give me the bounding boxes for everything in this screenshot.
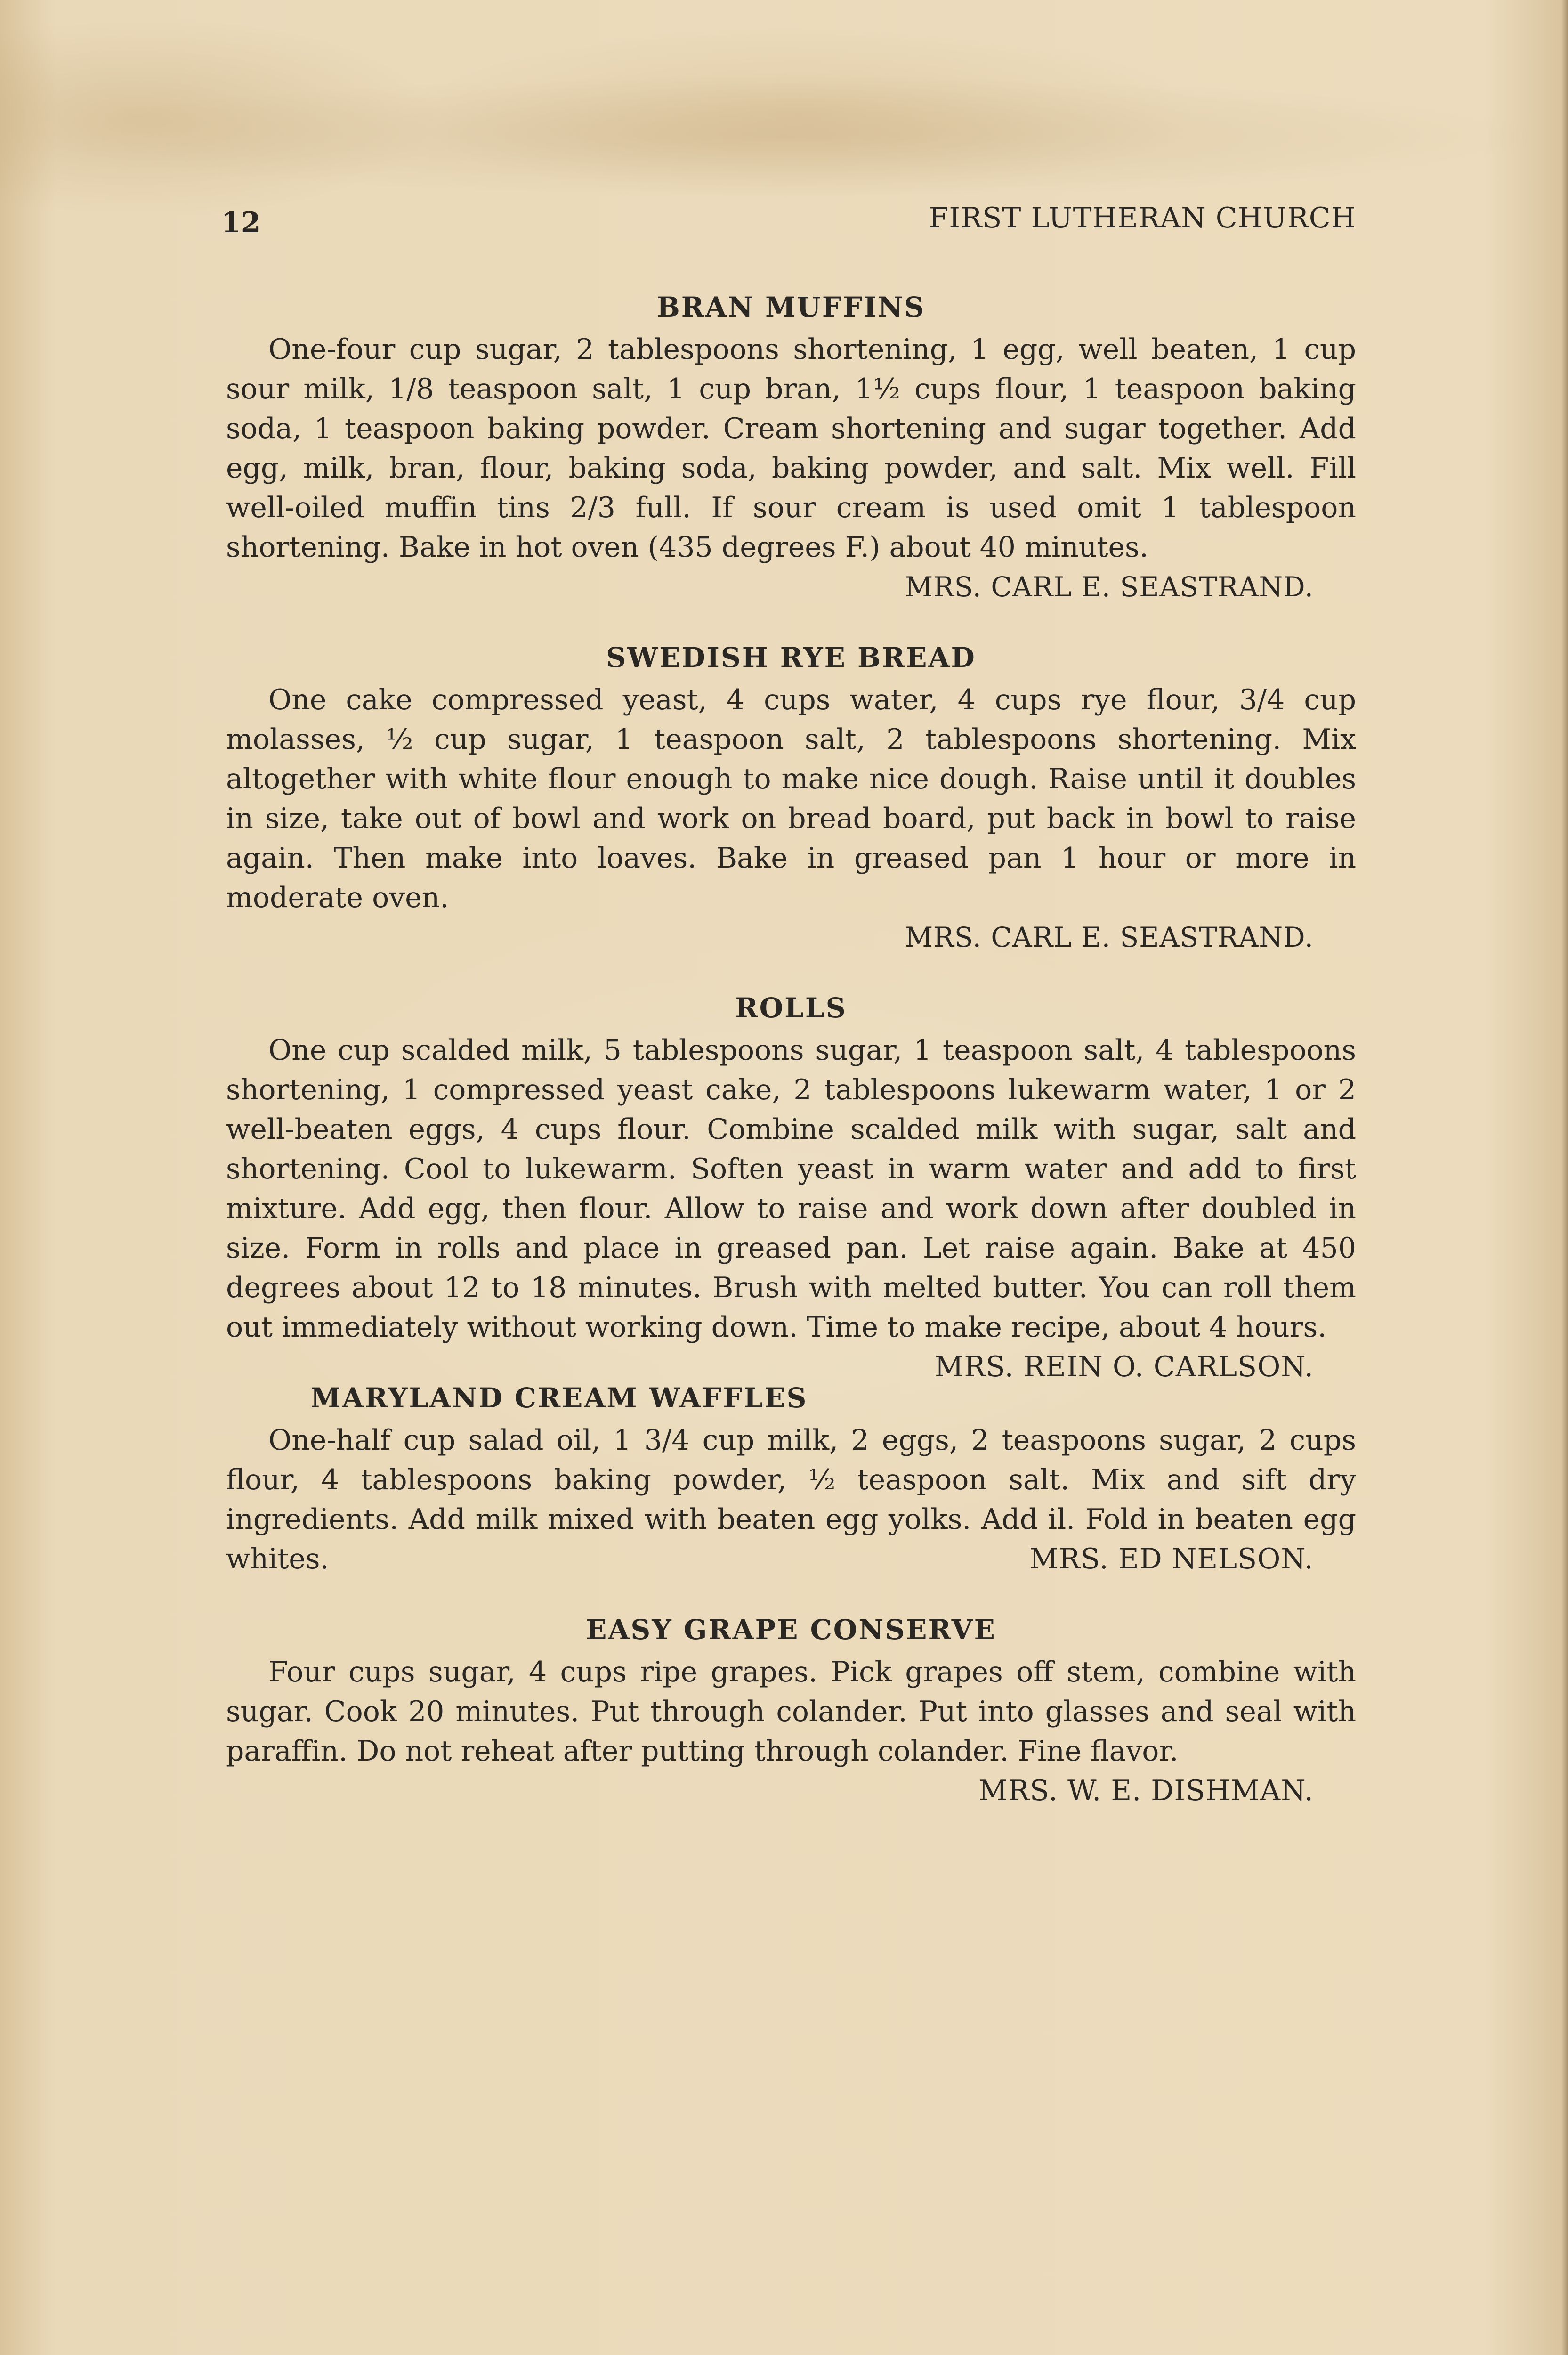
water-stain [19, 75, 1549, 198]
recipe-body [226, 1421, 1356, 1579]
recipe-body [226, 1652, 1356, 1807]
recipe-swedish-rye-bread [226, 638, 1356, 957]
recipe-signature: MRS. ED NELSON. [1029, 1543, 1314, 1575]
recipe-signature: MRS. REIN O. CARLSON. [934, 1350, 1314, 1383]
recipe-title: SWEDISH RYE BREAD [606, 642, 976, 674]
recipe-easy-grape-conserve [226, 1610, 1356, 1807]
page-number: 12 [221, 206, 261, 239]
recipe-title: ROLLS [735, 992, 847, 1024]
recipe-title: MARYLAND CREAM WAFFLES [310, 1382, 808, 1414]
recipe-signature: MRS. CARL E. SEASTRAND. [905, 571, 1314, 603]
recipe-body: One-four cup sugar, 2 tablespoons shortening, 1 egg, well beaten, 1 cup sour milk, 1/8 teaspoon salt, 1 cup bran, 1½ cups flour, 1 teaspoon baking soda, 1 teaspoon baking powder. Cream shortening and sugar together. Add egg, milk, bran, flour, baking soda, baking powder, and salt. Mix well. Fill well-oiled muffin tins 2/3 full. If sour cream is used omit 1 tablespoon shortening. Bake in hot oven (435 degrees F.) about 40 minutes. [226, 333, 1356, 564]
recipe-body [226, 1031, 1356, 1383]
recipe-signature: MRS. W. E. DISHMAN. [978, 1774, 1314, 1807]
recipe-maryland-cream-waffles [226, 1378, 1356, 1579]
recipe-signature: MRS. CARL E. SEASTRAND. [905, 921, 1314, 953]
page-header [221, 202, 1356, 244]
recipe-title: EASY GRAPE CONSERVE [586, 1614, 996, 1646]
recipe-body: One cake compressed yeast, 4 cups water, 4 cups rye flour, 3/4 cup molasses, ½ cup sugar, 1 teaspoon salt, 2 tablespoons shortening. Mix altogether with white flour enough to make nice dough. Raise until it doubles in size, take out of bowl and work on bread board, put back in bowl to raise again. Then make into loaves. Bake in greased pan 1 hour or more in moderate oven. [226, 683, 1356, 914]
page-edge [1561, 0, 1568, 2355]
running-head: FIRST LUTHERAN CHURCH [929, 202, 1356, 235]
recipe-bran-muffins [226, 287, 1356, 607]
recipe-rolls [226, 988, 1356, 1383]
recipe-body-text: One cup scalded milk, 5 tablespoons sugar, 1 teaspoon salt, 4 tablespoons shortening, 1 compressed yeast cake, 2 tablespoons lukewarm water, 1 or 2 well-beaten eggs, 4 cups flour. Combine scalded milk with sugar, salt and shortening. Cool to lukewarm. Soften yeast in warm water and add to first mixture. Add egg, then flour. Allow to raise and work down after doubled in size. Form in rolls and place in greased pan. Let raise again. Bake at 450 degrees about 12 to 18 minutes. Brush with melted butter. You can roll them out immediately without working down. Time to make recipe, about 4 hours. [226, 1034, 1356, 1344]
recipe-body-text: One-half cup salad oil, 1 3/4 cup milk, 2 eggs, 2 teaspoons sugar, 2 cups flour, 4 tablespoons baking powder, ½ teaspoon salt. Mix and sift dry ingredients. Add milk mixed with beaten egg yolks. Add il. Fold in beaten egg whites. [226, 1424, 1356, 1575]
recipe-body-text: Four cups sugar, 4 cups ripe grapes. Pick grapes off stem, combine with sugar. Cook 20 minutes. Put through colander. Put into glasses and seal with paraffin. Do not reheat after putting through colander. Fine flavor. [226, 1656, 1356, 1768]
recipe-title: BRAN MUFFINS [656, 291, 926, 323]
recipe-list [226, 287, 1356, 1811]
